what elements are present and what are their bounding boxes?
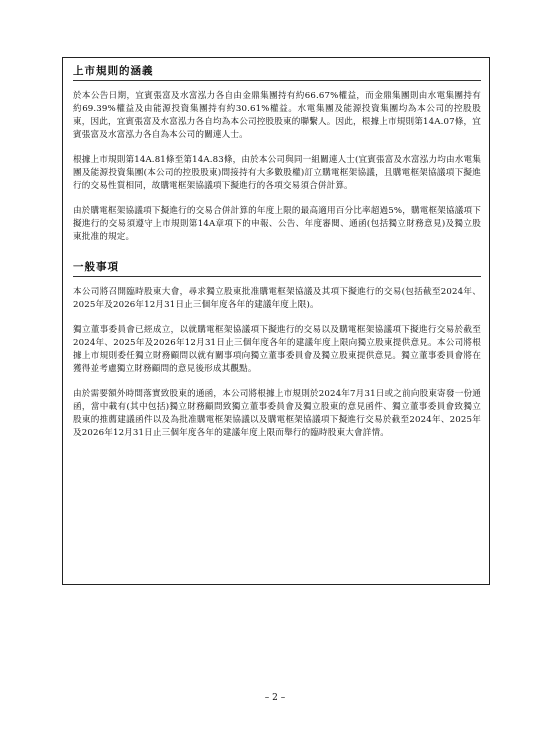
paragraph: 根據上市規則第14A.81條至第14A.83條，由於本公司與同一組關連人士(宜賓張富及水富泓力均由水電集團及能源投資集團(本公司的控股股東)間接持有大多數股權)訂立購電框架協議，且購電框架協議項下擬進行的交易性質相同，故購電框架協議項下擬進行的各項交易須合併計算。 [73,155,481,191]
document-body [73,64,481,440]
paragraph: 本公司將召開臨時股東大會，尋求獨立股東批准購電框架協議及其項下擬進行的交易(包括截至2024年、2025年及2026年12月31日止三個年度各年的建議年度上限)。 [73,287,481,310]
section-heading-listing-rules: 上市規則的涵義 [73,64,481,81]
paragraph: 由於需要額外時間落實致股東的通函，本公司將根據上市規則於2024年7月31日或之前向股東寄發一份通函，當中載有(其中包括)獨立財務顧問致獨立董事委員會及獨立股東的意見函件、獨立董事委員會致獨立股東的推薦建議函件以及為批准購電框架協議以及購電框架協議項下擬進行交易於截至2024年、2025年及2026年12月31日止三個年度各年的建議年度上限而舉行的臨時股東大會詳情。 [73,389,481,438]
paragraph: 由於購電框架協議項下擬進行的交易合併計算的年度上限的最高適用百分比率超過5%，購電框架協議項下擬進行的交易須遵守上市規則第14A章項下的申報、公告、年度審閱、通函(包括獨立財務意見)及獨立股東批准的規定。 [73,206,481,242]
paragraph: 獨立董事委員會已經成立，以就購電框架協議項下擬進行的交易以及購電框架協議項下擬進行交易於截至2024年、2025年及2026年12月31日止三個年度各年的建議年度上限向獨立股東提供意見。本公司將根據上市規則委任獨立財務顧問以就有關事項向獨立董事委員會及獨立股東提供意見。獨立董事委員會將在獲得並考慮獨立財務顧問的意見後形成其觀點。 [73,325,481,374]
page-number: – 2 – [264,693,286,703]
paragraph: 於本公告日期，宜賓張富及水富泓力各自由金鼎集團持有約66.67%權益，而金鼎集團則由水電集團持有約69.39%權益及由能源投資集團持有約30.61%權益。水電集團及能源投資集團均為本公司的控股股東，因此，宜賓張富及水富泓力各自均為本公司控股股東的聯繫人。因此，根據上市規則第14A.07條，宜賓張富及水富泓力各自為本公司的關連人士。 [73,91,481,140]
section-heading-general: 一般事項 [73,260,481,277]
